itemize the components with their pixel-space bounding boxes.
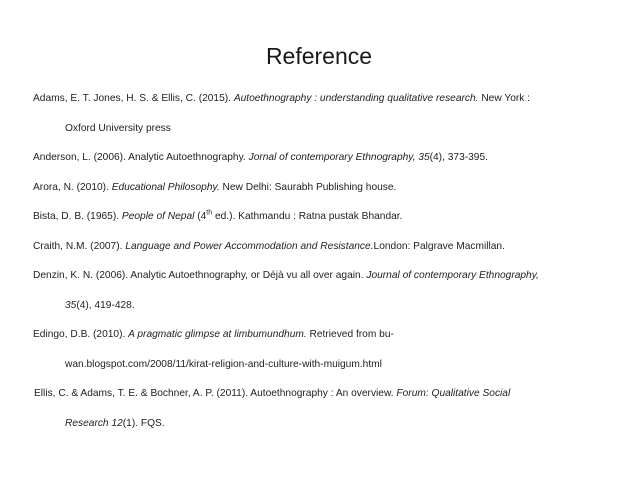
reference-text: Adams, E. T. Jones, H. S. & Ellis, C. (2015). <box>33 93 234 104</box>
reference-denzin-continued <box>33 299 623 329</box>
reference-text: Anderson, L. (2006). Analytic Autoethnography. <box>33 152 249 163</box>
reference-list <box>33 92 623 446</box>
reference-ellis-continued <box>33 417 623 447</box>
reference-text: ed.). Kathmandu : Ratna pustak Bhandar. <box>212 211 403 222</box>
reference-title: Forum: Qualitative Social <box>396 388 511 399</box>
reference-anderson <box>33 151 623 181</box>
reference-adams-continued <box>33 122 623 152</box>
reference-edingo <box>33 328 623 358</box>
reference-text: (1). FQS. <box>122 417 165 429</box>
reference-text: London: Palgrave Macmillan. <box>373 240 505 252</box>
reference-text: (4), 373-395. <box>429 152 488 163</box>
reference-title: Research 12 <box>65 417 123 429</box>
reference-text: Bista, D. B. (1965). <box>33 211 122 222</box>
reference-text: Arora, N. (2010). <box>33 181 112 193</box>
reference-text: New Delhi: Saurabh Publishing house. <box>219 181 397 193</box>
reference-arora <box>33 181 623 211</box>
reference-title: People of Nepal <box>121 211 195 222</box>
reference-adams <box>33 92 623 122</box>
superscript: th <box>206 209 213 217</box>
reference-text: (4), 419-428. <box>76 299 135 311</box>
reference-title: Educational Philosophy. <box>111 181 220 193</box>
reference-text: Retrieved from bu- <box>306 329 394 340</box>
reference-text: Ellis, C. & Adams, T. E. & Bochner, A. P. (2011). Autoethnography : An overview. <box>34 388 397 399</box>
reference-title: Language and Power Accommodation and Resistance. <box>125 240 374 252</box>
reference-denzin <box>33 269 623 299</box>
reference-text: Craith, N.M. (2007). <box>33 240 126 252</box>
reference-bista <box>33 210 623 240</box>
reference-text: (4 <box>194 211 207 222</box>
reference-title: Journal of contemporary Ethnography, <box>366 270 539 281</box>
reference-craith <box>33 240 623 270</box>
reference-text: Denzin, K. N. (2006). Analytic Autoethnography, or Déjà vu all over again. <box>33 270 367 281</box>
reference-title: Autoethnography : understanding qualitative research. <box>233 93 479 104</box>
reference-volume: 35 <box>65 299 77 311</box>
reference-title: A pragmatic glimpse at limbumundhum. <box>128 329 307 340</box>
reference-text: wan.blogspot.com/2008/11/kirat-religion-and-culture-with-muigum.html <box>65 358 382 370</box>
reference-title: Jornal of contemporary Ethnography, 35 <box>248 152 430 163</box>
slide-title: Reference <box>265 43 373 69</box>
reference-ellis <box>33 387 623 417</box>
reference-text: Oxford University press <box>65 122 171 134</box>
reference-edingo-continued <box>33 358 623 388</box>
reference-text: Edingo, D.B. (2010). <box>33 329 129 340</box>
reference-text: New York : <box>478 93 531 104</box>
